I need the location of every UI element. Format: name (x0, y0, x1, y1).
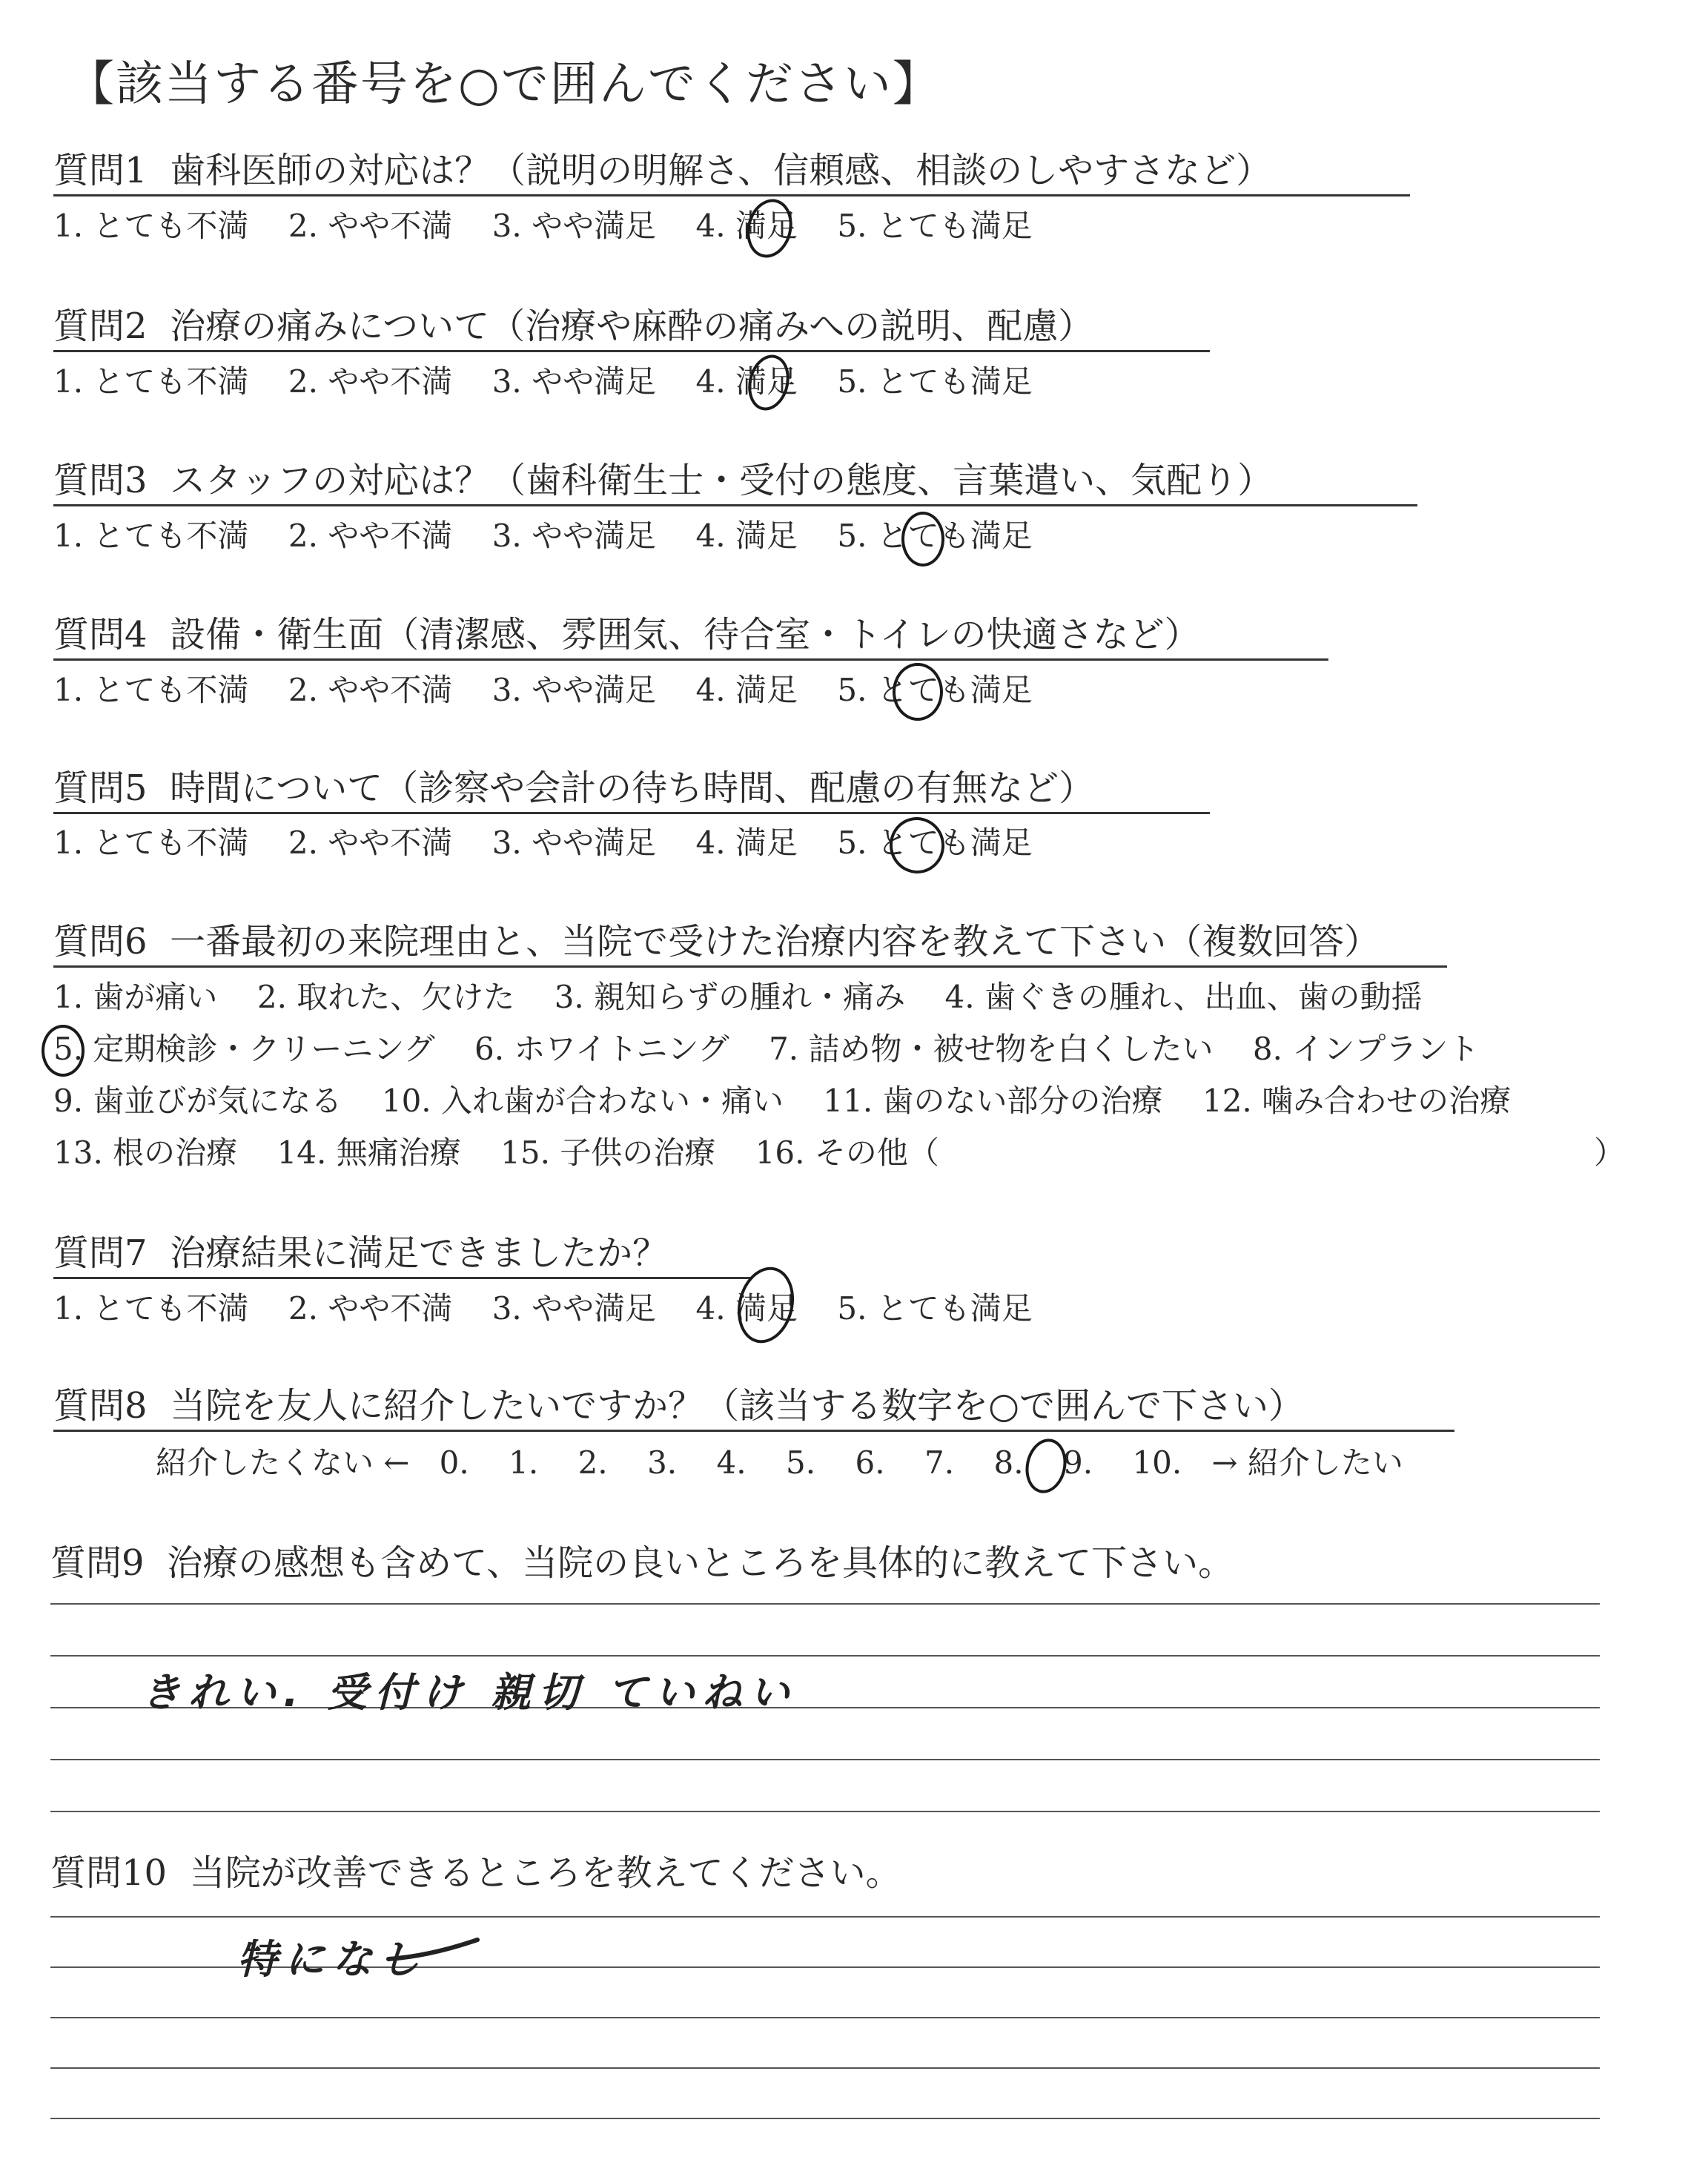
question-text: 治療の痛みについて（治療や麻酔の痛みへの説明、配慮） (170, 305, 1094, 347)
q8-scale (156, 1444, 1403, 1482)
option[interactable]: 5. とても満足 (837, 363, 1033, 400)
option[interactable]: 4. 満足 (695, 1290, 798, 1327)
question-label: 質問7 (53, 1232, 148, 1274)
option[interactable]: 13. 根の治療 (53, 1135, 238, 1171)
question-10 (50, 1852, 901, 1894)
question-underline (53, 1430, 1454, 1432)
q1-options (53, 208, 1033, 245)
question-5 (53, 767, 1094, 809)
option[interactable]: 1. とても不満 (53, 363, 249, 400)
question-label: 質問9 (50, 1542, 145, 1584)
option[interactable]: 5. とても満足 (837, 672, 1033, 708)
option[interactable]: 2. やや不満 (288, 518, 453, 554)
answer-line (50, 1759, 1600, 1760)
question-text: 治療結果に満足できましたか？ (170, 1232, 669, 1274)
question-label: 質問10 (50, 1852, 168, 1894)
handwritten-answer: きれい. 受付け 親切 ていねい (141, 1669, 797, 1716)
option[interactable]: 4. 満足 (695, 518, 798, 554)
answer-line (50, 1916, 1600, 1918)
question-text: スタッフの対応は？（歯科衛生士・受付の態度、言葉遣い、気配り） (170, 460, 1274, 501)
q7-options (53, 1290, 1033, 1327)
option[interactable]: 3. 親知らずの腫れ・痛み (554, 979, 906, 1015)
question-underline (53, 658, 1328, 661)
selection-circle (730, 1261, 802, 1350)
question-6 (53, 921, 1380, 962)
option[interactable]: 4. 満足 (695, 825, 798, 861)
option[interactable]: 2. 取れた、欠けた (256, 979, 515, 1015)
scale-left-label: 紹介したくない ← (156, 1444, 410, 1481)
option[interactable]: 10. 入れ歯が合わない・痛い (381, 1083, 784, 1119)
selection-circle (741, 194, 798, 262)
question-label: 質問4 (53, 614, 148, 655)
handwritten-answer: 特になし (237, 1936, 427, 1983)
question-underline (53, 194, 1410, 196)
answer-line (50, 2017, 1600, 2018)
option[interactable]: 1. とても不満 (53, 208, 249, 244)
handwritten-dash (385, 1934, 482, 1964)
question-text: 一番最初の来院理由と、当院で受けた治療内容を教えて下さい（複数回答） (170, 921, 1380, 962)
answer-line (50, 1655, 1600, 1657)
option[interactable]: 12. 噛み合わせの治療 (1202, 1083, 1512, 1119)
scale-option[interactable]: 1. (509, 1444, 539, 1481)
option[interactable]: 1. とても不満 (53, 672, 249, 708)
question-text: 当院が改善できるところを教えてください。 (189, 1852, 901, 1894)
q6-options-row-1 (53, 979, 1422, 1016)
q3-options (53, 518, 1033, 555)
option[interactable]: 5. とても満足 (837, 518, 1033, 554)
option[interactable]: 4. 歯ぐきの腫れ、出血、歯の動揺 (944, 979, 1423, 1015)
scale-option[interactable]: 8. (993, 1444, 1024, 1481)
question-text: 設備・衛生面（清潔感、雰囲気、待合室・トイレの快適さなど） (170, 614, 1200, 655)
option[interactable]: 15. 子供の治療 (500, 1135, 716, 1171)
question-label: 質問8 (53, 1385, 148, 1427)
question-label: 質問3 (53, 460, 148, 501)
option[interactable]: 2. やや不満 (288, 825, 453, 861)
option[interactable]: 1. とても不満 (53, 518, 249, 554)
option[interactable]: 1. とても不満 (53, 1290, 249, 1327)
scale-option[interactable]: 4. (716, 1444, 747, 1481)
question-underline (53, 812, 1210, 814)
question-8 (53, 1385, 1304, 1427)
scale-option[interactable]: 10. (1132, 1444, 1182, 1481)
option-other[interactable]: 16. その他（ (755, 1135, 939, 1171)
q4-options (53, 672, 1033, 709)
question-9 (50, 1542, 1234, 1584)
option[interactable]: 7. 詰め物・被せ物を白くしたい (769, 1031, 1214, 1067)
option[interactable]: 3. やや満足 (491, 825, 657, 861)
selection-circle (901, 512, 944, 567)
question-3 (53, 460, 1273, 501)
other-close-paren: ） (1594, 1135, 1626, 1171)
option[interactable]: 1. とても不満 (53, 825, 249, 861)
scale-option[interactable]: 2. (577, 1444, 608, 1481)
selection-circle (885, 813, 949, 878)
question-underline (53, 504, 1417, 506)
option[interactable]: 4. 満足 (695, 672, 798, 708)
answer-line (50, 2118, 1600, 2119)
answer-line (50, 1811, 1600, 1812)
scale-option[interactable]: 6. (855, 1444, 885, 1481)
scale-option[interactable]: 0. (439, 1444, 469, 1481)
question-label: 質問2 (53, 305, 148, 347)
option[interactable]: 2. やや不満 (288, 672, 453, 708)
selection-circle (743, 351, 795, 415)
option[interactable]: 1. 歯が痛い (53, 979, 218, 1015)
question-text: 歯科医師の対応は？（説明の明解さ、信頼感、相談のしやすさなど） (170, 150, 1272, 191)
option[interactable]: 3. やや満足 (491, 208, 657, 244)
question-4 (53, 614, 1200, 655)
option[interactable]: 4. 満足 (695, 363, 798, 400)
option[interactable]: 8. インプラント (1252, 1031, 1480, 1067)
option[interactable]: 3. やや満足 (491, 672, 657, 708)
option[interactable]: 5. とても満足 (837, 1290, 1033, 1327)
question-1 (53, 150, 1271, 191)
option[interactable]: 6. ホワイトニング (474, 1031, 729, 1067)
option[interactable]: 4. 満足 (695, 208, 798, 244)
option[interactable]: 3. やや満足 (491, 518, 657, 554)
question-label: 質問5 (53, 767, 148, 809)
q6-options-row-4 (53, 1135, 939, 1172)
question-label: 質問1 (53, 150, 148, 191)
option[interactable]: 9. 歯並びが気になる (53, 1083, 342, 1119)
question-7 (53, 1232, 668, 1274)
question-2 (53, 305, 1093, 347)
page-title: 【該当する番号を○で囲んでください】 (67, 57, 941, 112)
option[interactable]: 3. やや満足 (491, 1290, 657, 1327)
answer-line (50, 1603, 1600, 1605)
option[interactable]: 14. 無痛治療 (277, 1135, 461, 1171)
option[interactable]: 2. やや不満 (288, 1290, 453, 1327)
option[interactable]: 11. 歯のない部分の治療 (823, 1083, 1163, 1119)
question-label: 質問6 (53, 921, 148, 962)
scale-option[interactable]: 5. (786, 1444, 816, 1481)
option[interactable]: 5. とても満足 (837, 208, 1033, 244)
option[interactable]: 3. やや満足 (491, 363, 657, 400)
scale-option[interactable]: 7. (924, 1444, 955, 1481)
q6-options-row-3 (53, 1083, 1511, 1120)
question-text: 当院を友人に紹介したいですか？（該当する数字を○で囲んで下さい） (170, 1385, 1304, 1427)
option[interactable]: 5. とても満足 (837, 825, 1033, 861)
scale-option[interactable]: 9. (1062, 1444, 1093, 1481)
scale-right-label: → 紹介したい (1211, 1444, 1403, 1481)
option[interactable]: 2. やや不満 (288, 208, 453, 244)
selection-circle (893, 663, 943, 721)
option[interactable]: 5. 定期検診・クリーニング (53, 1031, 435, 1067)
scale-option[interactable]: 3. (647, 1444, 678, 1481)
question-underline (53, 1277, 750, 1279)
selection-circle (42, 1025, 85, 1077)
question-text: 時間について（診察や会計の待ち時間、配慮の有無など） (170, 767, 1095, 809)
question-text: 治療の感想も含めて、当院の良いところを具体的に教えて下さい。 (167, 1542, 1234, 1584)
q5-options (53, 825, 1033, 862)
q6-options-row-2 (53, 1031, 1479, 1068)
q2-options (53, 363, 1033, 400)
answer-line (50, 2067, 1600, 2069)
option[interactable]: 2. やや不満 (288, 363, 453, 400)
question-underline (53, 965, 1447, 968)
question-underline (53, 350, 1210, 352)
